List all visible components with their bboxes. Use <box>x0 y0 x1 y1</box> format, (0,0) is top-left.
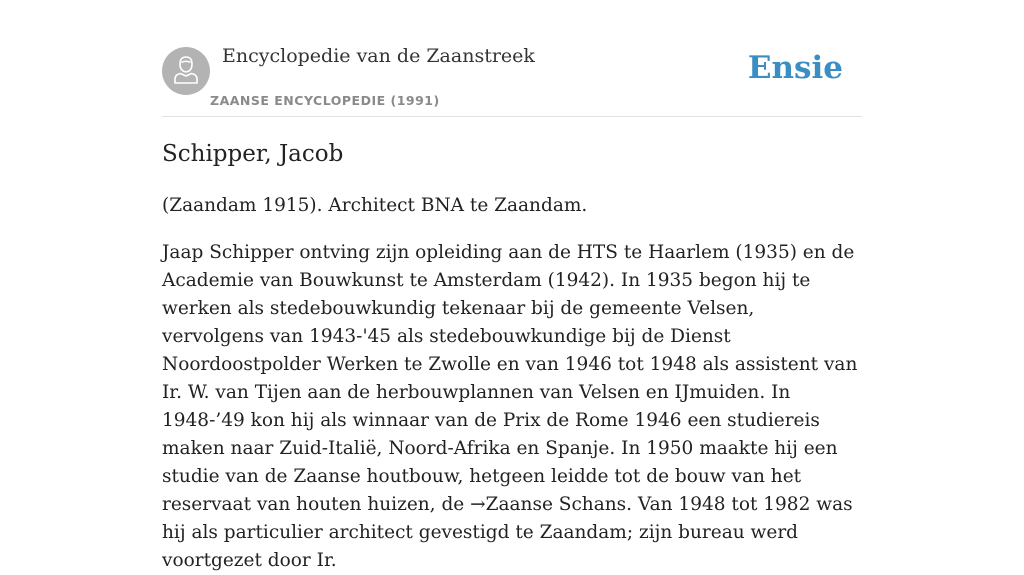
source-title-link[interactable]: Encyclopedie van de Zaanstreek <box>222 45 535 67</box>
article-lead: (Zaandam 1915). Architect BNA te Zaandam. <box>162 195 588 216</box>
body-text-part: . Van 1948 tot 1982 was hij als particulier architect gevestigd te Zaandam; zijn bureau werd voortgezet door Ir. <box>162 494 853 571</box>
article-body <box>162 239 862 575</box>
article-title: Schipper, Jacob <box>162 141 344 167</box>
body-text-part: Jaap Schipper ontving zijn opleiding aan de HTS te Haarlem (1935) en de Academie van Bouwkunst te Amsterdam (1942). In 1935 begon hij te werken als stedebouwkundig tekenaar bij de gemeente Velsen, vervolgens van 1943-'45 als stedebouwkundige bij de Dienst Noordoostpolder Werken te Zwolle en van 1946 tot 1948 als assistent van Ir. W. van Tijen aan de herbouwplannen van Velsen en IJmuiden. In 1948-’49 kon hij als winnaar van de Prix de Rome 1946 een studiereis maken naar Zuid-Italië, Noord-Afrika en Spanje. In 1950 maakte hij een studie van de Zaanse houtbouw, hetgeen leidde tot de bouw van het reservaat van houten huizen, de <box>162 242 858 515</box>
source-subtitle: ZAANSE ENCYCLOPEDIE (1991) <box>210 93 440 108</box>
zaanse-schans-link[interactable]: →Zaanse Schans <box>470 494 627 515</box>
source-header <box>162 0 862 117</box>
article-content <box>162 136 862 575</box>
ensie-logo[interactable]: Ensie <box>747 50 843 86</box>
user-avatar-icon[interactable] <box>162 47 210 95</box>
